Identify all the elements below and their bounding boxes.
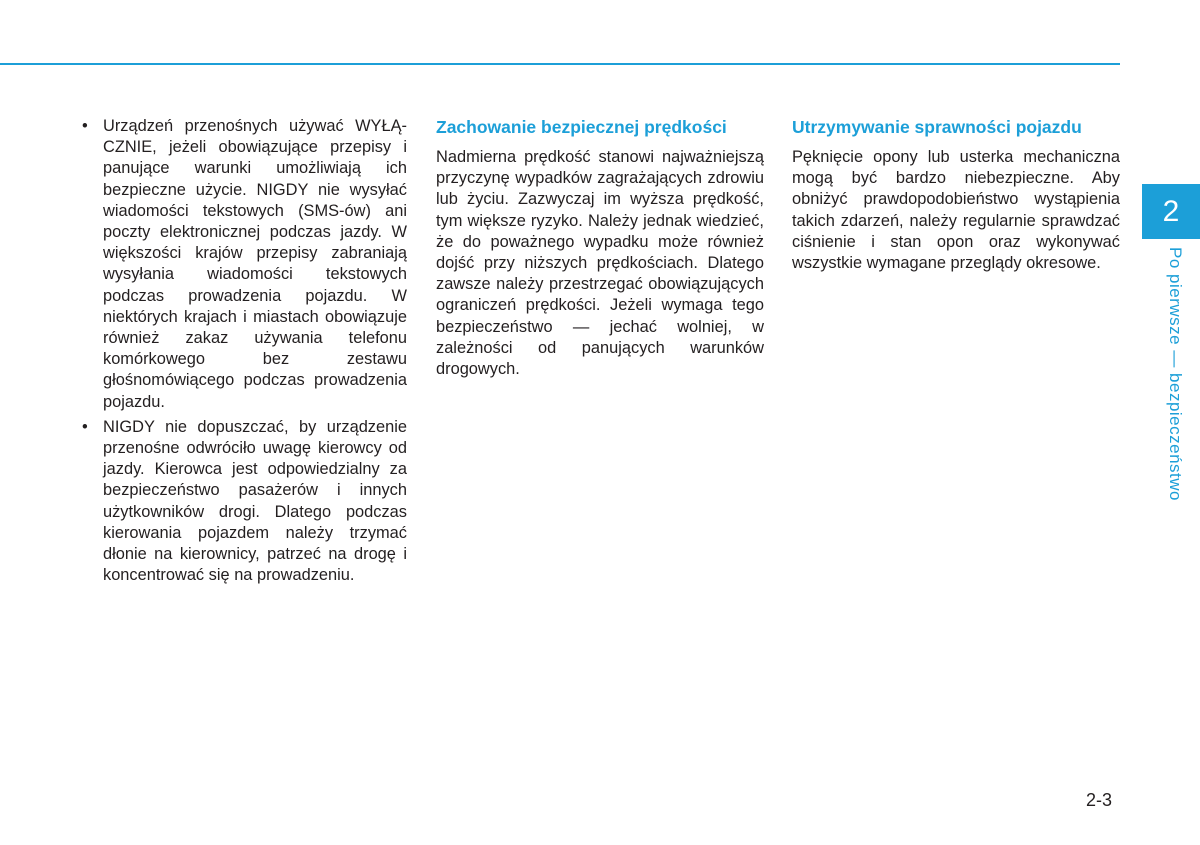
middle-column <box>436 116 764 380</box>
header-rule <box>0 63 1120 65</box>
chapter-title: Po pierwsze — bezpieczeństwo <box>1166 247 1185 502</box>
section-heading-maintenance: Utrzymywanie sprawności pojazdu <box>792 117 1082 137</box>
section-heading-speed: Zachowanie bezpiecznej prędkości <box>436 117 727 137</box>
left-column <box>80 116 407 590</box>
page-number: 2-3 <box>1086 790 1113 810</box>
list-item <box>80 417 407 587</box>
bullet-text: NIGDY nie dopuszczać, by urządzenie przenośne odwróciło uwagę kierowcy od jazdy. Kierowca jest odpowiedzialny za bezpieczeństwo pasażerów i innych użytkowników drogi. Dlatego podczas kierowania pojazdem należy trzymać dłonie na kierownicy, patrzeć na drogę i koncentrować się na prowadzeniu. <box>103 417 407 585</box>
bullet-text: Urządzeń przenośnych używać WYŁĄ-CZNIE, jeżeli obowiązujące przepisy i panujące warunki umożliwiają ich bezpieczne użycie. NIGDY nie wysyłać wiadomości tekstowych (SMS-ów) ani poczty elektronicznej podczas jazdy. W większości krajów przepisy zabraniają wysyłania wiadomości tekstowych podczas prowadzenia pojazdu. W niektórych krajach i miastach obowiązuje również zakaz używania telefonu komórkowego bez zestawu głośnomówiącego podczas prowadzenia pojazdu. <box>103 117 407 411</box>
right-column <box>792 116 1120 274</box>
chapter-tab: 2 <box>1142 184 1200 239</box>
bullet-icon: • <box>82 417 88 436</box>
bullet-icon: • <box>82 117 88 135</box>
section-body-speed: Nadmierna prędkość stanowi najważniejszą przyczynę wypadków zagrażających zdrowiu lub życiu. Zazwyczaj im wyższa prędkość, tym większe ryzyko. Należy jednak wiedzieć, że do poważnego wypadku może również dojść przy niższych prędkościach. Dlatego zawsze należy przestrzegać obowiązujących ograniczeń prędkości. Jeżeli wymaga tego bezpieczeństwo — jechać wolniej, w zależności od panujących warunków drogowych. <box>436 148 764 379</box>
section-body-maintenance: Pęknięcie opony lub usterka mechaniczna mogą być bardzo niebezpieczne. Aby obniżyć prawdopodobieństwo wystąpienia takich zdarzeń, należy regularnie sprawdzać ciśnienie i stan opon oraz wykonywać wszystkie wymagane przeglądy okresowe. <box>792 148 1120 273</box>
list-item <box>80 116 407 413</box>
bullet-list <box>80 116 407 586</box>
